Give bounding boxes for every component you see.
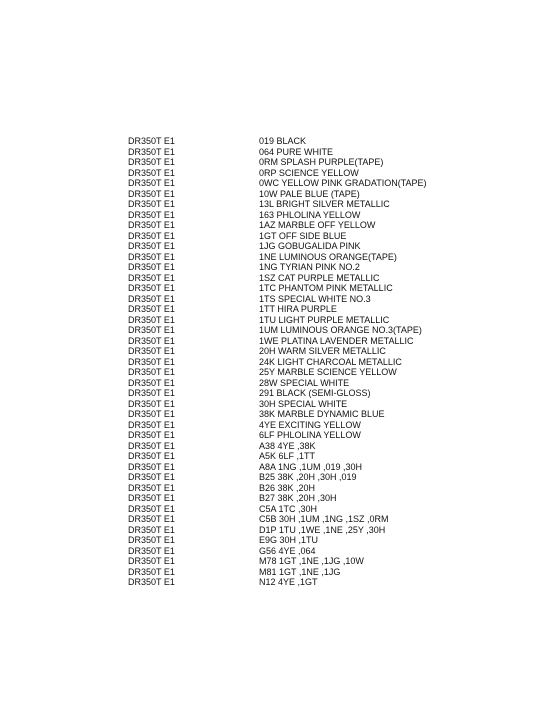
model-code: DR350T E1 [128, 503, 175, 514]
model-code: DR350T E1 [128, 524, 175, 535]
color-description: 28W SPECIAL WHITE [259, 377, 350, 388]
list-item [128, 168, 548, 179]
list-item [128, 388, 548, 399]
model-code: DR350T E1 [128, 157, 175, 167]
model-code: DR350T E1 [128, 325, 175, 335]
model-code: DR350T E1 [128, 514, 175, 524]
model-code: DR350T E1 [128, 272, 175, 283]
list-item [128, 493, 548, 504]
list-item [128, 441, 548, 452]
model-code: DR350T E1 [128, 230, 175, 241]
list-item [128, 399, 548, 410]
list-item [128, 220, 548, 231]
list-item [128, 346, 548, 357]
model-code: DR350T E1 [128, 241, 175, 251]
model-code: DR350T E1 [128, 472, 175, 482]
model-code: DR350T E1 [128, 461, 175, 472]
list-item [128, 546, 548, 557]
color-description: 1TT HIRA PURPLE [259, 304, 337, 314]
model-code: DR350T E1 [128, 545, 175, 556]
color-description: 0WC YELLOW PINK GRADATION(TAPE) [259, 178, 427, 188]
list-item [128, 472, 548, 483]
model-code: DR350T E1 [128, 430, 175, 440]
list-item [128, 378, 548, 389]
model-code: DR350T E1 [128, 293, 175, 304]
list-item [128, 535, 548, 546]
color-description: 1WE PLATINA LAVENDER METALLIC [259, 335, 414, 346]
model-code: DR350T E1 [128, 482, 175, 493]
model-code: DR350T E1 [128, 136, 175, 146]
list-item [128, 357, 548, 368]
color-description: 24K LIGHT CHARCOAL METALLIC [259, 356, 402, 367]
model-code: DR350T E1 [128, 367, 175, 377]
color-description: D1P 1TU ,1WE ,1NE ,25Y ,30H [259, 524, 386, 535]
list-item [128, 210, 548, 221]
model-code: DR350T E1 [128, 377, 175, 388]
list-item [128, 430, 548, 441]
list-item [128, 409, 548, 420]
list-item [128, 514, 548, 525]
model-code: DR350T E1 [128, 199, 175, 209]
model-code: DR350T E1 [128, 451, 175, 461]
model-code: DR350T E1 [128, 314, 175, 325]
model-code: DR350T E1 [128, 335, 175, 346]
color-description: 38K MARBLE DYNAMIC BLUE [259, 409, 385, 419]
list-item [128, 283, 548, 294]
model-code: DR350T E1 [128, 535, 175, 545]
color-description: 0RM SPLASH PURPLE(TAPE) [259, 157, 384, 167]
color-description: 1GT OFF SIDE BLUE [259, 230, 347, 241]
list-item [128, 367, 548, 378]
color-description: 30H SPECIAL WHITE [259, 398, 348, 409]
color-description: 291 BLACK (SEMI-GLOSS) [259, 388, 371, 398]
list-item [128, 325, 548, 336]
model-code: DR350T E1 [128, 398, 175, 409]
color-description: 20H WARM SILVER METALLIC [259, 346, 386, 356]
color-description: 1TC PHANTOM PINK METALLIC [259, 283, 393, 293]
model-code: DR350T E1 [128, 188, 175, 199]
color-description: A38 4YE ,38K [259, 440, 316, 451]
model-code: DR350T E1 [128, 262, 175, 272]
color-description: A5K 6LF ,1TT [259, 451, 316, 461]
color-description: B26 38K ,20H [259, 482, 316, 493]
color-description: 0RP SCIENCE YELLOW [259, 167, 359, 178]
color-description: 10W PALE BLUE (TAPE) [259, 188, 360, 199]
list-item [128, 315, 548, 326]
model-code: DR350T E1 [128, 220, 175, 230]
list-item [128, 483, 548, 494]
color-description: E9G 30H ,1TU [259, 535, 319, 545]
model-code: DR350T E1 [128, 304, 175, 314]
model-code: DR350T E1 [128, 167, 175, 178]
model-code: DR350T E1 [128, 283, 175, 293]
color-description: A8A 1NG ,1UM ,019 ,30H [259, 461, 363, 472]
color-description: 163 PHLOLINA YELLOW [259, 209, 361, 220]
list-item [128, 304, 548, 315]
list-item [128, 241, 548, 252]
color-description: 1TU LIGHT PURPLE METALLIC [259, 314, 390, 325]
list-item [128, 136, 548, 147]
list-item [128, 262, 548, 273]
color-description: B27 38K ,20H ,30H [259, 493, 337, 503]
list-item [128, 451, 548, 462]
list-item [128, 504, 548, 515]
model-code: DR350T E1 [128, 577, 175, 587]
color-description: 1UM LUMINOUS ORANGE NO.3(TAPE) [259, 325, 422, 335]
model-code: DR350T E1 [128, 388, 175, 398]
color-description: N12 4YE ,1GT [259, 577, 318, 587]
list-item [128, 147, 548, 158]
color-description: 1AZ MARBLE OFF YELLOW [259, 220, 376, 230]
list-item [128, 273, 548, 284]
model-code: DR350T E1 [128, 556, 175, 566]
color-description: 4YE EXCITING YELLOW [259, 419, 361, 430]
color-code-list [128, 136, 548, 588]
model-code: DR350T E1 [128, 566, 175, 577]
list-item [128, 231, 548, 242]
color-description: 1TS SPECIAL WHITE NO.3 [259, 293, 371, 304]
color-description: 6LF PHLOLINA YELLOW [259, 430, 361, 440]
color-description: G56 4YE ,064 [259, 545, 316, 556]
model-code: DR350T E1 [128, 209, 175, 220]
color-description: 1SZ CAT PURPLE METALLIC [259, 272, 380, 283]
color-description: 064 PURE WHITE [259, 146, 334, 157]
list-item [128, 336, 548, 347]
color-description: B25 38K ,20H ,30H ,019 [259, 472, 357, 482]
list-item [128, 178, 548, 189]
list-item [128, 199, 548, 210]
model-code: DR350T E1 [128, 346, 175, 356]
color-description: 019 BLACK [259, 136, 307, 146]
color-description: 1NG TYRIAN PINK NO.2 [259, 262, 360, 272]
color-description: 13L BRIGHT SILVER METALLIC [259, 199, 390, 209]
model-code: DR350T E1 [128, 493, 175, 503]
list-item [128, 157, 548, 168]
model-code: DR350T E1 [128, 419, 175, 430]
list-item [128, 577, 548, 588]
color-description: M78 1GT ,1NE ,1JG ,10W [259, 556, 364, 566]
list-item [128, 525, 548, 536]
model-code: DR350T E1 [128, 440, 175, 451]
model-code: DR350T E1 [128, 146, 175, 157]
color-description: 1NE LUMINOUS ORANGE(TAPE) [259, 251, 397, 262]
model-code: DR350T E1 [128, 178, 175, 188]
list-item [128, 556, 548, 567]
list-item [128, 252, 548, 263]
color-description: C5A 1TC ,30H [259, 503, 318, 514]
list-item [128, 294, 548, 305]
color-description: 25Y MARBLE SCIENCE YELLOW [259, 367, 397, 377]
model-code: DR350T E1 [128, 356, 175, 367]
list-item [128, 189, 548, 200]
list-item [128, 567, 548, 578]
color-description: C5B 30H ,1UM ,1NG ,1SZ ,0RM [259, 514, 389, 524]
model-code: DR350T E1 [128, 409, 175, 419]
model-code: DR350T E1 [128, 251, 175, 262]
list-item [128, 462, 548, 473]
list-item [128, 420, 548, 431]
color-description: M81 1GT ,1NE ,1JG [259, 566, 341, 577]
color-description: 1JG GOBUGALIDA PINK [259, 241, 361, 251]
